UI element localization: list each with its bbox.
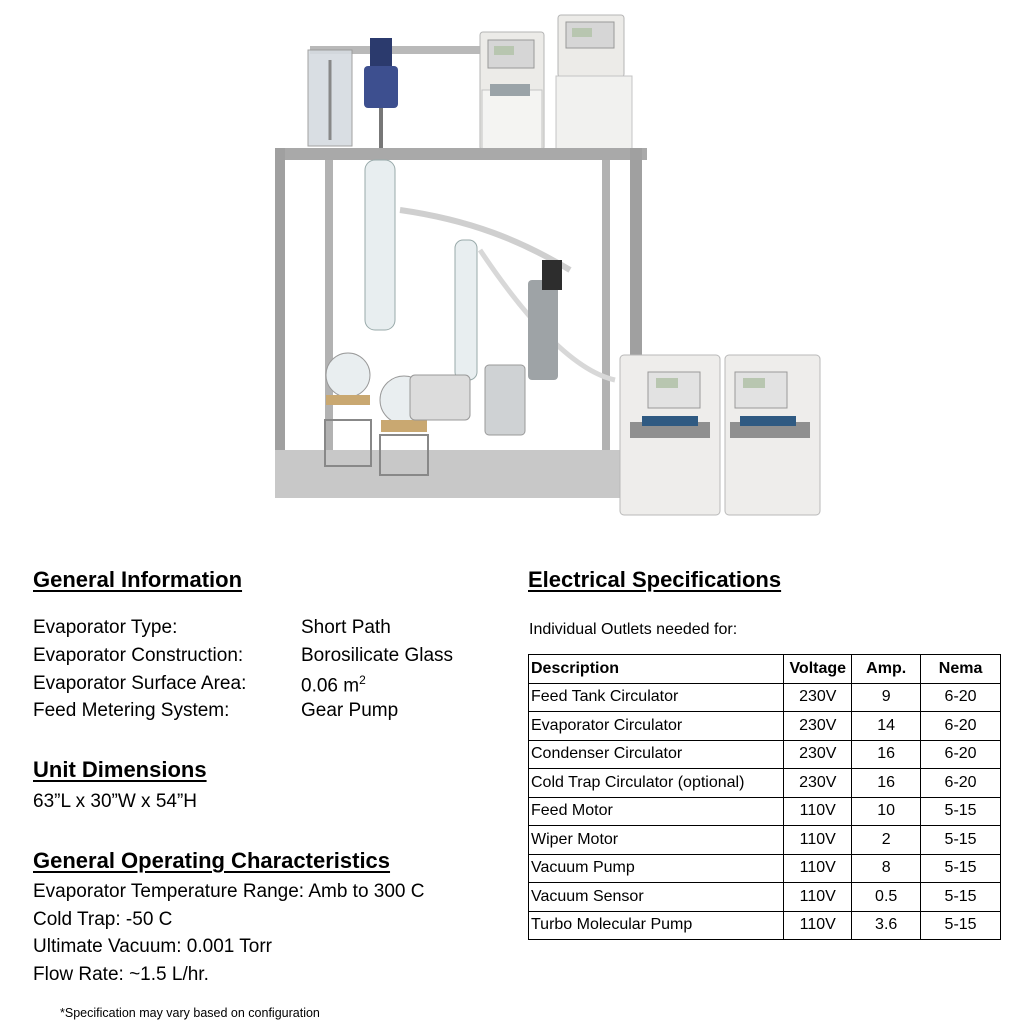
table-row xyxy=(529,854,1001,883)
cell-nema: 5-15 xyxy=(921,911,1001,940)
table-row xyxy=(529,883,1001,912)
cell-description: Evaporator Circulator xyxy=(529,712,784,741)
table-row xyxy=(529,826,1001,855)
cell-voltage: 230V xyxy=(784,740,852,769)
operating-line: Ultimate Vacuum: 0.001 Torr xyxy=(33,936,273,957)
floor-circulator-left xyxy=(620,355,720,515)
cell-voltage: 230V xyxy=(784,683,852,712)
cell-description: Feed Motor xyxy=(529,797,784,826)
cell-amp: 10 xyxy=(852,797,921,826)
table-row xyxy=(529,911,1001,940)
cell-nema: 5-15 xyxy=(921,797,1001,826)
table-header-row xyxy=(529,655,1001,684)
footnote: *Specification may vary based on configuration xyxy=(60,1006,320,1020)
cell-nema: 6-20 xyxy=(921,769,1001,798)
cell-amp: 16 xyxy=(852,740,921,769)
general-information-heading: General Information xyxy=(33,567,243,592)
electrical-spec-table xyxy=(528,654,1001,940)
cell-nema: 6-20 xyxy=(921,683,1001,712)
cell-description: Condenser Circulator xyxy=(529,740,784,769)
cell-voltage: 110V xyxy=(784,826,852,855)
unit-dimensions-heading: Unit Dimensions xyxy=(33,757,207,782)
column-header-voltage: Voltage xyxy=(784,655,852,684)
column-header-nema: Nema xyxy=(921,655,1001,684)
operating-line: Flow Rate: ~1.5 L/hr. xyxy=(33,964,209,985)
table-row xyxy=(529,769,1001,798)
cell-description: Feed Tank Circulator xyxy=(529,683,784,712)
surface-area-number: 0.06 m xyxy=(301,675,360,697)
evaporator-type-label: Evaporator Type: xyxy=(33,617,178,638)
cell-amp: 8 xyxy=(852,854,921,883)
cell-voltage: 110V xyxy=(784,854,852,883)
top-circulator-left xyxy=(480,32,544,150)
surface-area-exponent: 2 xyxy=(359,673,366,687)
operating-line: Cold Trap: -50 C xyxy=(33,909,173,930)
cell-amp: 16 xyxy=(852,769,921,798)
column-header-amp: Amp. xyxy=(852,655,921,684)
evaporator-surface-area-label: Evaporator Surface Area: xyxy=(33,673,247,694)
cell-amp: 9 xyxy=(852,683,921,712)
evaporator-type-value: Short Path xyxy=(301,617,391,638)
outlets-subtitle: Individual Outlets needed for: xyxy=(529,621,738,638)
cell-voltage: 230V xyxy=(784,769,852,798)
evaporator-construction-value: Borosilicate Glass xyxy=(301,645,454,666)
operating-characteristics-heading: General Operating Characteristics xyxy=(33,848,391,873)
top-circulator-right xyxy=(556,15,632,150)
cell-nema: 5-15 xyxy=(921,826,1001,855)
cell-nema: 5-15 xyxy=(921,883,1001,912)
cell-description: Vacuum Sensor xyxy=(529,883,784,912)
cell-amp: 0.5 xyxy=(852,883,921,912)
cell-amp: 14 xyxy=(852,712,921,741)
cell-description: Vacuum Pump xyxy=(529,854,784,883)
cell-amp: 3.6 xyxy=(852,911,921,940)
cell-description: Wiper Motor xyxy=(529,826,784,855)
table-row xyxy=(529,712,1001,741)
cell-description: Cold Trap Circulator (optional) xyxy=(529,769,784,798)
cell-nema: 5-15 xyxy=(921,854,1001,883)
cell-voltage: 110V xyxy=(784,797,852,826)
cell-voltage: 110V xyxy=(784,911,852,940)
evaporator-system-photo xyxy=(270,10,830,525)
table-row xyxy=(529,797,1001,826)
cell-description: Turbo Molecular Pump xyxy=(529,911,784,940)
column-header-description: Description xyxy=(529,655,784,684)
cell-nema: 6-20 xyxy=(921,712,1001,741)
cell-voltage: 110V xyxy=(784,883,852,912)
cell-nema: 6-20 xyxy=(921,740,1001,769)
evaporator-construction-label: Evaporator Construction: xyxy=(33,645,244,666)
floor-circulator-right xyxy=(725,355,820,515)
cell-voltage: 230V xyxy=(784,712,852,741)
unit-dimensions-value: 63”L x 30”W x 54”H xyxy=(33,791,198,812)
evaporator-surface-area-value xyxy=(301,673,366,697)
electrical-specifications-heading: Electrical Specifications xyxy=(528,567,782,592)
feed-metering-system-value: Gear Pump xyxy=(301,700,399,721)
table-row xyxy=(529,740,1001,769)
operating-line: Evaporator Temperature Range: Amb to 300 C xyxy=(33,881,425,902)
cell-amp: 2 xyxy=(852,826,921,855)
table-row xyxy=(529,683,1001,712)
feed-metering-system-label: Feed Metering System: xyxy=(33,700,230,721)
